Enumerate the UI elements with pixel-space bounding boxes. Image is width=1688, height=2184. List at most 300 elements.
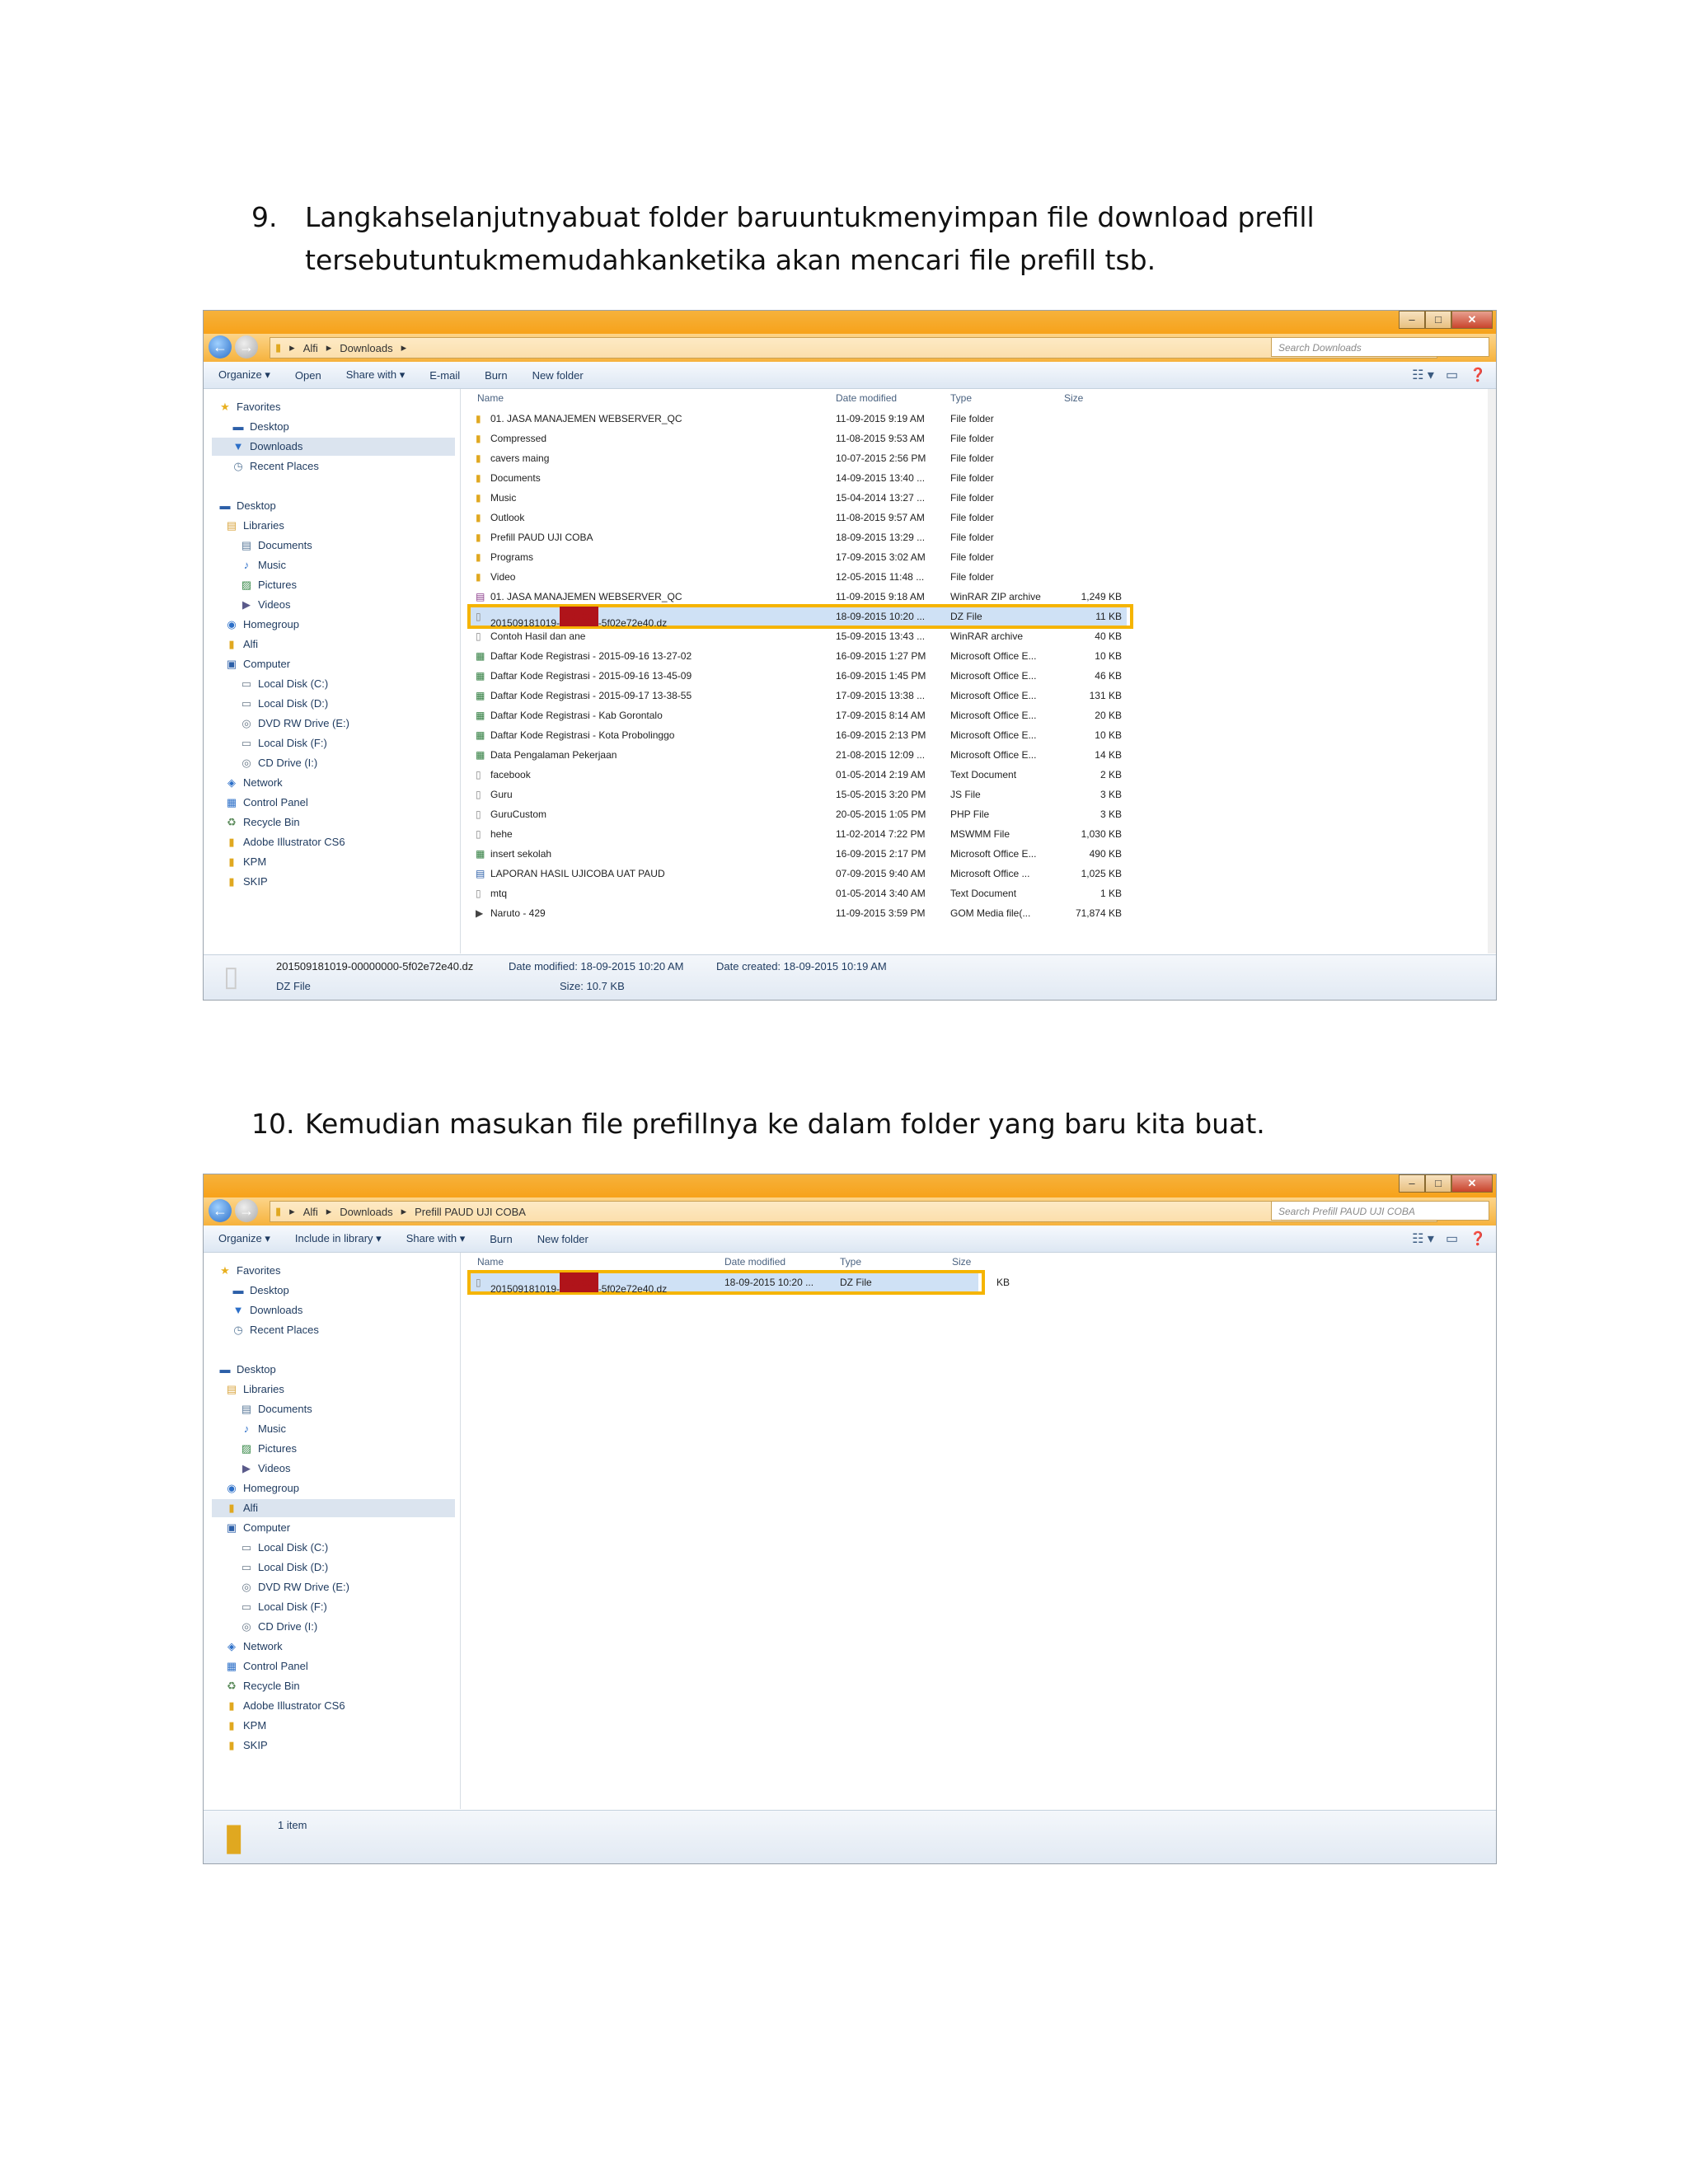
file-name-suffix: -5f02e72e40.dz xyxy=(598,1283,668,1295)
column-size[interactable]: Size xyxy=(952,1256,972,1268)
file-type: File folder xyxy=(950,413,994,424)
file-date: 16-09-2015 1:45 PM xyxy=(836,670,926,682)
command-bar xyxy=(204,1226,1496,1253)
file-row[interactable] xyxy=(461,567,1488,587)
file-date: 11-08-2015 9:53 AM xyxy=(836,433,925,444)
maximize-button[interactable]: □ xyxy=(1425,311,1451,329)
file-type: Microsoft Office E... xyxy=(950,848,1037,860)
nav-item-label: Network xyxy=(243,1640,283,1652)
recent-icon: ◷ xyxy=(233,1324,243,1336)
nav-item-alfi[interactable] xyxy=(225,635,258,654)
preview-pane-icon[interactable]: ▭ xyxy=(1445,1232,1459,1246)
desktop-icon: ▬ xyxy=(219,499,231,512)
nav-item-label: Music xyxy=(258,1422,286,1435)
nav-item-cd-drive-i[interactable] xyxy=(240,753,317,773)
nav-item-desktop[interactable] xyxy=(232,417,289,437)
navigation-pane xyxy=(204,389,461,954)
file-size: 11 KB xyxy=(1095,611,1122,622)
nav-item-label: Favorites xyxy=(237,401,281,413)
nav-item-desktop[interactable] xyxy=(218,496,276,516)
file-row[interactable] xyxy=(461,824,1488,844)
column-type[interactable]: Type xyxy=(840,1256,862,1268)
file-row[interactable] xyxy=(461,448,1488,468)
file-icon: ▯ xyxy=(476,611,481,622)
folder-icon: ▮ xyxy=(476,413,481,424)
folder-icon: ▮ xyxy=(275,1205,282,1217)
star-icon: ★ xyxy=(220,401,230,413)
nav-item-label: Downloads xyxy=(250,440,303,452)
explorer-window-prefill xyxy=(203,1174,1497,1864)
share-with-button[interactable]: Share with ▾ xyxy=(406,1232,466,1244)
address-bar[interactable]: ▮ ▸ Alfi ▸ Downloads ▸ xyxy=(270,337,1437,359)
file-name xyxy=(490,824,832,844)
status-created: Date created: 18-09-2015 10:19 AM xyxy=(716,960,887,972)
excel-icon: ▦ xyxy=(476,690,485,701)
file-type: File folder xyxy=(950,433,994,444)
title-bar xyxy=(204,311,1496,334)
documents-icon: ▤ xyxy=(241,1403,252,1415)
nav-item-control-panel[interactable] xyxy=(225,793,308,813)
status-modified: Date modified: 18-09-2015 10:20 AM xyxy=(509,960,684,972)
file-type: DZ File xyxy=(950,611,982,622)
file-size: 1,249 KB xyxy=(1081,591,1122,602)
file-row[interactable] xyxy=(461,765,1488,785)
file-type: PHP File xyxy=(950,808,990,820)
user-folder-icon: ▮ xyxy=(228,638,235,650)
file-name-text: Documents xyxy=(490,472,541,484)
nav-item-label: Desktop xyxy=(250,1284,289,1296)
file-row[interactable] xyxy=(461,745,1488,765)
disk-icon: ▭ xyxy=(241,697,252,710)
file-row[interactable] xyxy=(461,903,1488,923)
address-bar-area xyxy=(204,1197,1496,1226)
nav-item-label: Local Disk (C:) xyxy=(258,677,329,690)
burn-button[interactable]: Burn xyxy=(490,1232,513,1245)
nav-item-videos[interactable] xyxy=(240,1459,291,1479)
breadcrumb-alfi[interactable]: Alfi xyxy=(302,1205,318,1218)
close-button[interactable]: ✕ xyxy=(1451,1174,1493,1193)
file-date: 10-07-2015 2:56 PM xyxy=(836,452,926,464)
title-bar xyxy=(204,1174,1496,1197)
file-date: 18-09-2015 10:20 ... xyxy=(724,1277,814,1288)
file-name-text: 201509181019- xyxy=(490,617,560,629)
desktop-icon: ▬ xyxy=(232,420,244,433)
disk-icon: ▭ xyxy=(241,677,252,690)
nav-item-label: Computer xyxy=(243,658,291,670)
nav-item-local-disk-c[interactable] xyxy=(240,674,328,694)
file-date: 20-05-2015 1:05 PM xyxy=(836,808,926,820)
breadcrumb-downloads[interactable]: Downloads xyxy=(340,341,393,354)
nav-item-label: Downloads xyxy=(250,1304,303,1316)
search-input[interactable]: Search Prefill PAUD UJI COBA xyxy=(1271,1201,1489,1221)
nav-item-label: KPM xyxy=(243,855,267,868)
folder-icon: ▮ xyxy=(476,452,481,464)
file-icon: ▯ xyxy=(476,808,481,820)
breadcrumb-downloads[interactable]: Downloads xyxy=(340,1205,393,1218)
file-row[interactable] xyxy=(461,488,1488,508)
file-type: File folder xyxy=(950,452,994,464)
nav-item-desktop[interactable] xyxy=(218,1360,276,1380)
nav-item-recent-places[interactable] xyxy=(232,457,319,476)
new-folder-button[interactable]: New folder xyxy=(532,368,584,382)
file-name xyxy=(490,646,832,666)
nav-item-label: Adobe Illustrator CS6 xyxy=(243,1699,345,1712)
file-icon: ▯ xyxy=(223,961,239,992)
details-pane xyxy=(204,954,1496,1001)
file-name xyxy=(490,666,832,686)
file-name xyxy=(490,429,832,448)
nav-item-label: Pictures xyxy=(258,1442,297,1455)
computer-icon: ▣ xyxy=(226,1521,237,1534)
help-icon[interactable]: ❓ xyxy=(1470,368,1486,382)
file-date: 16-09-2015 2:13 PM xyxy=(836,729,926,741)
file-type: Microsoft Office ... xyxy=(950,868,1030,879)
file-row[interactable] xyxy=(461,508,1488,527)
nav-item-desktop[interactable] xyxy=(232,1281,289,1301)
file-type: JS File xyxy=(950,789,981,800)
folder-icon: ▮ xyxy=(476,472,481,484)
file-date: 17-09-2015 13:38 ... xyxy=(836,690,926,701)
minimize-button[interactable]: – xyxy=(1399,1174,1425,1193)
file-type: WinRAR archive xyxy=(950,630,1024,642)
file-list xyxy=(461,389,1488,954)
column-type[interactable]: Type xyxy=(950,392,973,404)
nav-item-downloads[interactable] xyxy=(232,1301,302,1320)
address-bar[interactable]: ▮ ▸ Alfi ▸ Downloads ▸ Prefill PAUD UJI COBA xyxy=(270,1201,1437,1222)
file-date: 11-09-2015 9:18 AM xyxy=(836,591,925,602)
nav-item-homegroup[interactable] xyxy=(225,615,299,635)
excel-icon: ▦ xyxy=(476,670,485,682)
file-size: 1 KB xyxy=(1100,888,1122,899)
nav-item-label: Documents xyxy=(258,539,312,551)
file-name-text: Outlook xyxy=(490,512,525,523)
nav-item-skip[interactable] xyxy=(225,872,268,892)
breadcrumb-alfi[interactable]: Alfi xyxy=(302,341,318,354)
file-name-text: 201509181019- xyxy=(490,1283,560,1295)
file-date: 17-09-2015 8:14 AM xyxy=(836,710,926,721)
text-icon: ▯ xyxy=(476,888,481,899)
file-type: File folder xyxy=(950,472,994,484)
excel-icon: ▦ xyxy=(476,729,485,741)
nav-item-label: Homegroup xyxy=(243,1482,299,1494)
nav-item-dvd-rw-drive-e[interactable] xyxy=(240,714,349,733)
file-row[interactable] xyxy=(461,864,1488,883)
file-row[interactable] xyxy=(461,646,1488,666)
file-size: 20 KB xyxy=(1095,710,1122,721)
homegroup-icon: ◉ xyxy=(227,1482,237,1494)
file-date: 11-02-2014 7:22 PM xyxy=(836,828,926,840)
file-type: MSWMM File xyxy=(950,828,1010,840)
minimize-button[interactable]: – xyxy=(1399,311,1425,329)
view-options-icon[interactable]: ☷ ▾ xyxy=(1412,1232,1434,1246)
disk-icon: ▭ xyxy=(241,1601,252,1613)
nav-item-libraries[interactable] xyxy=(225,1380,284,1399)
media-icon: ▶ xyxy=(476,907,484,919)
column-size[interactable]: Size xyxy=(1064,392,1084,404)
file-name-text: Daftar Kode Registrasi - 2015-09-17 13-38-55 xyxy=(490,690,692,701)
nav-item-documents[interactable] xyxy=(240,536,312,555)
folder-icon: ▮ xyxy=(228,1719,235,1732)
file-size: 46 KB xyxy=(1095,670,1122,682)
file-name xyxy=(490,804,832,824)
nav-item-adobe-illustrator-cs6[interactable] xyxy=(225,832,345,852)
documents-icon: ▤ xyxy=(241,539,252,551)
nav-item-skip[interactable] xyxy=(225,1736,268,1755)
videos-icon: ▶ xyxy=(242,598,251,611)
file-row[interactable] xyxy=(461,785,1488,804)
nav-item-label: Alfi xyxy=(243,1502,259,1514)
file-icon: ▯ xyxy=(476,828,481,840)
folder-icon: ▮ xyxy=(476,492,481,504)
share-with-button[interactable]: Share with ▾ xyxy=(345,368,406,381)
file-row[interactable] xyxy=(461,844,1488,864)
nav-item-label: Alfi xyxy=(243,638,259,650)
nav-item-label: Local Disk (D:) xyxy=(258,697,329,710)
cd-icon: ◎ xyxy=(241,1620,251,1633)
organize-button[interactable]: Organize ▾ xyxy=(218,1232,270,1244)
file-row[interactable] xyxy=(461,527,1488,547)
file-size: 10 KB xyxy=(1095,650,1122,662)
file-name xyxy=(490,745,832,765)
nav-item-cd-drive-i[interactable] xyxy=(240,1617,317,1637)
breadcrumb-prefill[interactable]: Prefill PAUD UJI COBA xyxy=(415,1205,526,1218)
excel-icon: ▦ xyxy=(476,848,485,860)
new-folder-button[interactable]: New folder xyxy=(537,1232,588,1245)
excel-icon: ▦ xyxy=(476,710,485,721)
search-input[interactable]: Search Downloads xyxy=(1271,337,1489,357)
file-name-text: hehe xyxy=(490,828,513,840)
burn-button[interactable]: Burn xyxy=(485,368,508,382)
file-date: 01-05-2014 2:19 AM xyxy=(836,769,926,780)
file-date: 11-08-2015 9:57 AM xyxy=(836,512,925,523)
nav-item-music[interactable] xyxy=(240,1419,286,1439)
command-bar xyxy=(204,362,1496,389)
nav-item-recycle-bin[interactable] xyxy=(225,813,300,832)
email-button[interactable]: E-mail xyxy=(429,368,461,382)
nav-item-videos[interactable] xyxy=(240,595,291,615)
file-name-text: Daftar Kode Registrasi - Kota Probolinggo xyxy=(490,729,675,741)
desktop-icon: ▬ xyxy=(232,1284,244,1296)
nav-item-local-disk-f[interactable] xyxy=(240,1597,327,1617)
file-list xyxy=(461,1253,1488,1809)
close-button[interactable]: ✕ xyxy=(1451,311,1493,329)
nav-item-libraries[interactable] xyxy=(225,516,284,536)
nav-item-local-disk-d[interactable] xyxy=(240,1558,328,1577)
downloads-icon: ▼ xyxy=(232,440,244,452)
nav-item-downloads[interactable] xyxy=(232,437,302,457)
step-number: 10. xyxy=(251,1108,295,1140)
nav-item-network[interactable] xyxy=(225,773,283,793)
status-filetype: DZ File xyxy=(276,980,311,992)
nav-item-label: Local Disk (D:) xyxy=(258,1561,329,1573)
file-size: 3 KB xyxy=(1100,808,1122,820)
file-size: KB xyxy=(996,1277,1010,1288)
nav-item-computer[interactable] xyxy=(225,1518,290,1538)
preview-pane-icon[interactable]: ▭ xyxy=(1445,368,1459,382)
nav-item-label: Local Disk (C:) xyxy=(258,1541,329,1554)
nav-item-documents[interactable] xyxy=(240,1399,312,1419)
nav-item-label: CD Drive (I:) xyxy=(258,1620,318,1633)
explorer-window-downloads xyxy=(203,310,1497,1001)
include-in-library-button[interactable]: Include in library ▾ xyxy=(294,1232,382,1244)
excel-icon: ▦ xyxy=(476,749,485,761)
nav-item-alfi[interactable] xyxy=(225,1498,258,1518)
file-date: 16-09-2015 1:27 PM xyxy=(836,650,926,662)
nav-item-kpm[interactable] xyxy=(225,852,266,872)
nav-item-recycle-bin[interactable] xyxy=(225,1676,300,1696)
open-button[interactable]: Open xyxy=(294,368,321,382)
file-name xyxy=(490,844,832,864)
nav-item-label: Local Disk (F:) xyxy=(258,1601,327,1613)
file-type: Microsoft Office E... xyxy=(950,670,1037,682)
file-name-text: 01. JASA MANAJEMEN WEBSERVER_QC xyxy=(490,413,682,424)
file-type: File folder xyxy=(950,532,994,543)
nav-item-computer[interactable] xyxy=(225,654,290,674)
file-name xyxy=(490,567,832,587)
back-button[interactable]: ← xyxy=(209,1199,232,1222)
nav-item-label: Recycle Bin xyxy=(243,1680,300,1692)
nav-item-homegroup[interactable] xyxy=(225,1479,299,1498)
folder-icon: ▮ xyxy=(476,571,481,583)
file-name-text: Video xyxy=(490,571,516,583)
folder-icon: ▮ xyxy=(275,341,282,354)
file-name-text: Music xyxy=(490,492,517,504)
file-row[interactable] xyxy=(461,725,1488,745)
redacted-block: 0000000 xyxy=(560,607,598,626)
nav-item-kpm[interactable] xyxy=(225,1716,266,1736)
file-name-text: Compressed xyxy=(490,433,547,444)
nav-item-label: Recent Places xyxy=(250,460,319,472)
nav-item-pictures[interactable] xyxy=(240,575,297,595)
nav-item-music[interactable] xyxy=(240,555,286,575)
desktop-icon: ▬ xyxy=(219,1363,231,1376)
column-name[interactable]: Name xyxy=(477,392,504,404)
file-date: 11-09-2015 9:19 AM xyxy=(836,413,925,424)
folder-icon: ▮ xyxy=(228,855,235,868)
file-row[interactable] xyxy=(461,1272,1488,1295)
nav-item-favorites[interactable] xyxy=(218,1261,280,1281)
file-size: 1,030 KB xyxy=(1081,828,1122,840)
nav-item-network[interactable] xyxy=(225,1637,283,1657)
user-folder-icon: ▮ xyxy=(228,1502,235,1514)
nav-item-label: Pictures xyxy=(258,579,297,591)
nav-item-local-disk-c[interactable] xyxy=(240,1538,328,1558)
file-size: 131 KB xyxy=(1089,690,1122,701)
file-name-text: Naruto - 429 xyxy=(490,907,546,919)
file-name-text: Data Pengalaman Pekerjaan xyxy=(490,749,617,761)
file-name xyxy=(490,705,832,725)
nav-item-pictures[interactable] xyxy=(240,1439,297,1459)
nav-item-label: Music xyxy=(258,559,286,571)
folder-icon: ▮ xyxy=(228,1699,235,1712)
star-icon: ★ xyxy=(220,1264,230,1277)
back-button[interactable]: ← xyxy=(209,335,232,359)
file-date: 11-09-2015 3:59 PM xyxy=(836,907,926,919)
file-type: GOM Media file(... xyxy=(950,907,1031,919)
column-date-modified[interactable]: Date modified xyxy=(836,392,898,404)
nav-item-recent-places[interactable] xyxy=(232,1320,319,1340)
nav-item-favorites[interactable] xyxy=(218,397,280,417)
nav-item-dvd-rw-drive-e[interactable] xyxy=(240,1577,349,1597)
file-row[interactable] xyxy=(461,429,1488,448)
file-name-text: Programs xyxy=(490,551,534,563)
nav-item-label: Favorites xyxy=(237,1264,281,1277)
file-date: 15-04-2014 13:27 ... xyxy=(836,492,926,504)
file-row[interactable] xyxy=(461,705,1488,725)
step-line: Langkahselanjutnyabuat folder baruuntukmenyimpan file download prefill xyxy=(305,201,1315,233)
file-type: Text Document xyxy=(950,769,1017,780)
file-row[interactable] xyxy=(461,409,1488,429)
vertical-scrollbar[interactable] xyxy=(1488,389,1496,954)
file-row[interactable] xyxy=(461,666,1488,686)
file-name xyxy=(490,409,832,429)
file-row[interactable] xyxy=(461,804,1488,824)
forward-button[interactable]: → xyxy=(235,1199,258,1222)
nav-item-local-disk-f[interactable] xyxy=(240,733,327,753)
file-name-text: LAPORAN HASIL UJICOBA UAT PAUD xyxy=(490,868,665,879)
file-row[interactable] xyxy=(461,547,1488,567)
music-icon: ♪ xyxy=(243,559,250,571)
file-type: File folder xyxy=(950,571,994,583)
recycle-bin-icon: ♻ xyxy=(227,816,237,828)
file-type: WinRAR ZIP archive xyxy=(950,591,1041,602)
file-type: Microsoft Office E... xyxy=(950,749,1037,761)
help-icon[interactable]: ❓ xyxy=(1470,1232,1486,1246)
cd-icon: ◎ xyxy=(241,757,251,769)
nav-item-label: Control Panel xyxy=(243,1660,308,1672)
column-date-modified[interactable]: Date modified xyxy=(724,1256,786,1268)
file-name xyxy=(490,903,832,923)
nav-item-label: Local Disk (F:) xyxy=(258,737,327,749)
nav-item-label: Videos xyxy=(258,598,291,611)
nav-item-control-panel[interactable] xyxy=(225,1657,308,1676)
file-date: 18-09-2015 10:20 ... xyxy=(836,611,926,622)
organize-button[interactable]: Organize ▾ xyxy=(218,368,270,381)
file-name xyxy=(490,883,832,903)
file-date: 12-05-2015 11:48 ... xyxy=(836,571,925,583)
column-name[interactable]: Name xyxy=(477,1256,504,1268)
nav-item-adobe-illustrator-cs6[interactable] xyxy=(225,1696,345,1716)
file-row[interactable] xyxy=(461,883,1488,903)
file-size: 3 KB xyxy=(1100,789,1122,800)
view-options-icon[interactable]: ☷ ▾ xyxy=(1412,368,1434,382)
file-size: 40 KB xyxy=(1095,630,1122,642)
library-icon: ▤ xyxy=(226,1383,237,1395)
file-date: 15-05-2015 3:20 PM xyxy=(836,789,926,800)
file-name xyxy=(490,765,832,785)
forward-button[interactable]: → xyxy=(235,335,258,359)
file-row[interactable] xyxy=(461,607,1488,629)
step-line: tersebutuntukmemudahkanketika akan mencari file prefill tsb. xyxy=(305,244,1156,276)
file-icon: ▯ xyxy=(476,630,481,642)
file-row[interactable] xyxy=(461,468,1488,488)
file-row[interactable] xyxy=(461,686,1488,705)
nav-item-label: Recycle Bin xyxy=(243,816,300,828)
maximize-button[interactable]: □ xyxy=(1425,1174,1451,1193)
file-name-suffix: -5f02e72e40.dz xyxy=(598,617,668,629)
nav-item-local-disk-d[interactable] xyxy=(240,694,328,714)
file-row[interactable] xyxy=(461,626,1488,646)
nav-item-label: KPM xyxy=(243,1719,267,1732)
folder-icon: ▮ xyxy=(476,433,481,444)
disk-icon: ▭ xyxy=(241,1541,252,1554)
downloads-icon: ▼ xyxy=(232,1304,244,1316)
status-filename: 201509181019-00000000-5f02e72e40.dz xyxy=(276,960,474,972)
file-name-text: Daftar Kode Registrasi - Kab Gorontalo xyxy=(490,710,663,721)
nav-item-label: Recent Places xyxy=(250,1324,319,1336)
file-date: 16-09-2015 2:17 PM xyxy=(836,848,926,860)
computer-icon: ▣ xyxy=(226,658,237,670)
